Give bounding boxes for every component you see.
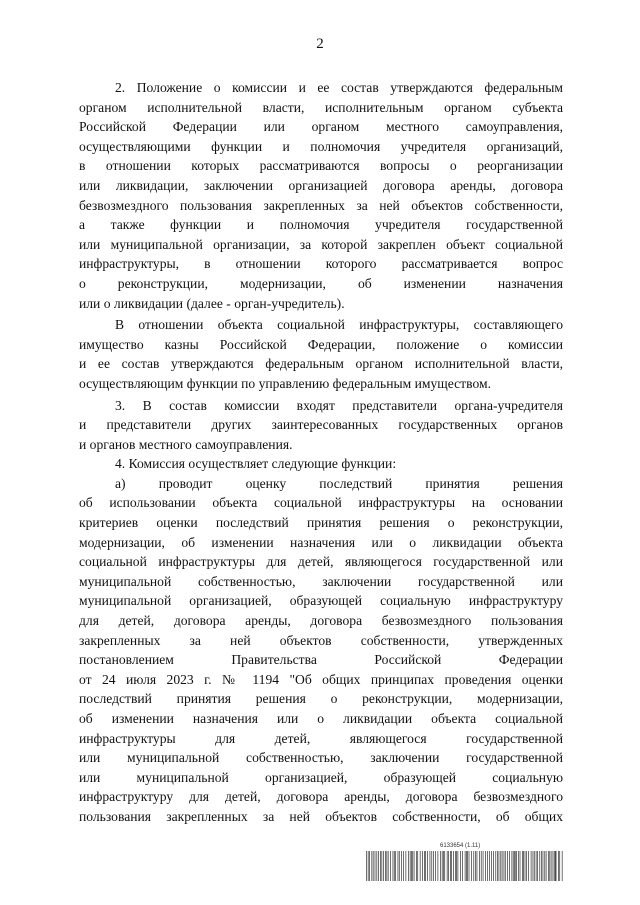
text-line: 4. Комиссия осуществляет следующие функции: <box>115 456 397 472</box>
page-number: 2 <box>316 36 324 52</box>
text-line: имущество казны Российской Федерации, положение о комиссии <box>79 336 563 352</box>
text-line: о реконструкции, модернизации, об изменении назначения <box>79 275 563 291</box>
text-line: органом исполнительной власти, исполнительным органом субъекта <box>79 99 563 115</box>
text-line: от 24 июля 2023 г. № 1194 "Об общих принципах проведения оценки <box>79 671 563 687</box>
text-line: осуществляющим функции по управлению федеральным имуществом. <box>79 375 491 391</box>
text-line: социальной инфраструктуры для детей, являющегося государственной или <box>79 554 563 570</box>
text-line: или о ликвидации (далее - орган-учредитель). <box>79 295 345 311</box>
text-line: об изменении назначения или о ликвидации объекта социальной <box>79 711 563 726</box>
text-line: муниципальной собственностью, заключении государственной или <box>79 573 563 589</box>
text-line: модернизации, об изменении назначения или о ликвидации объекта <box>79 534 563 550</box>
text-line: постановлением Правительства Российской Федерации <box>79 652 563 668</box>
text-line: последствий принятия решения о реконструкции, модернизации, <box>79 691 563 707</box>
text-line: а также функции и полномочия учредителя государственной <box>79 217 563 233</box>
text-line: Российской Федерации или органом местного самоуправления, <box>79 119 563 135</box>
text-line: и ее состав утверждаются федеральным органом исполнительной власти, <box>79 356 563 372</box>
text-line: безвозмездного пользования закрепленных за ней объектов собственности, <box>79 197 563 213</box>
text-line: муниципальной организацией, образующей социальную инфраструктуру <box>79 593 563 609</box>
text-line: инфраструктуры для детей, являющегося государственной <box>79 730 563 746</box>
text-line: В отношении объекта социальной инфраструктуры, составляющего <box>115 317 563 333</box>
text-line: 2. Положение о комиссии и ее состав утверждаются федеральным <box>115 80 563 95</box>
text-line: 3. В состав комиссии входят представители органа-учредителя <box>115 397 563 413</box>
text-line: закрепленных за ней объектов собственности, утвержденных <box>79 632 563 648</box>
text-line: и представители других заинтересованных государственных органов <box>79 417 563 433</box>
text-line: осуществляющими функции и полномочия учредителя организаций, <box>79 138 563 154</box>
text-line: или муниципальной организации, за которой закреплен объект социальной <box>79 236 563 252</box>
text-line: об использовании объекта социальной инфраструктуры на основании <box>79 495 563 511</box>
text-line: пользования закрепленных за ней объектов собственности, об общих <box>79 808 563 824</box>
document-body <box>79 78 563 827</box>
barcode-image <box>366 851 566 881</box>
text-line: в отношении которых рассматриваются вопросы о реорганизации <box>79 158 563 174</box>
text-line: или ликвидации, заключении организацией договора аренды, договора <box>79 177 563 193</box>
text-line: инфраструктуру для детей, договора аренды, договора безвозмездного <box>79 789 563 805</box>
text-line: или муниципальной собственностью, заключении государственной <box>79 750 563 766</box>
text-line: а) проводит оценку последствий принятия решения <box>115 475 563 491</box>
text-line: или муниципальной организацией, образующей социальную <box>79 769 563 785</box>
text-line: инфраструктуры, в отношении которого рассматривается вопрос <box>79 256 563 272</box>
text-line: для детей, договора аренды, договора безвозмездного пользования <box>79 613 563 629</box>
text-line: критериев оценки последствий принятия решения о реконструкции, <box>79 515 563 531</box>
document-code: 6133654 (1.11) <box>440 843 481 849</box>
text-line: и органов местного самоуправления. <box>79 436 293 452</box>
